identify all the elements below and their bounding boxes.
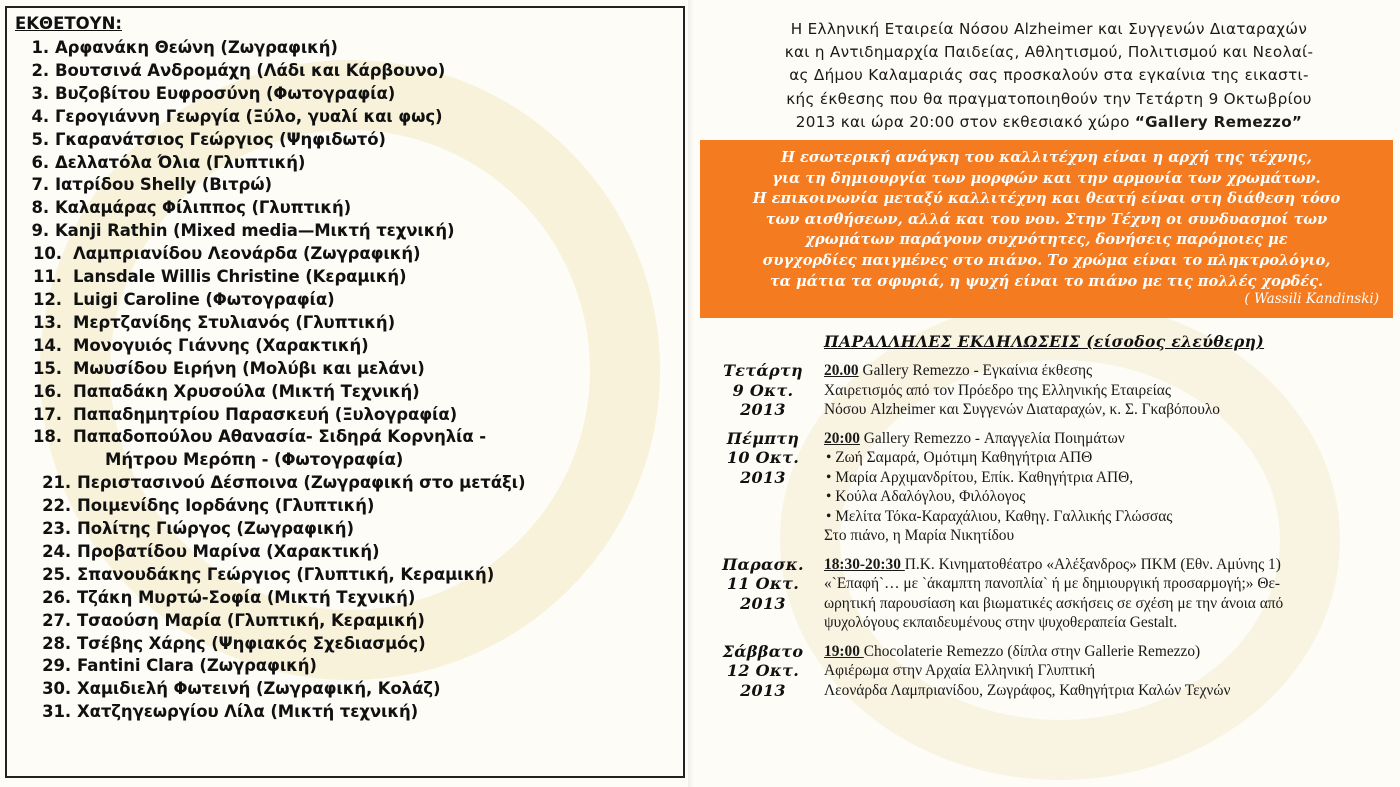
exhibitor-item (15, 106, 671, 129)
event-details (824, 555, 1394, 633)
exhibitor-item (15, 220, 671, 243)
exhibitor-number: 4. (31, 106, 49, 126)
exhibitor-number: 6. (31, 152, 49, 172)
event-date (714, 555, 812, 614)
exhibitor-item (15, 701, 671, 724)
intro-line: κής έκθεσης που θα πραγματοποιηθούν την Τετάρτη 9 Οκτωβρίου (786, 89, 1312, 108)
exhibitor-name: Σπανουδάκης Γεώργιος (Γλυπτική, Κεραμική) (77, 564, 495, 584)
exhibitor-item (15, 495, 671, 518)
exhibitor-item (15, 152, 671, 175)
exhibitor-number: 31. (42, 702, 71, 722)
exhibitor-item (15, 266, 671, 289)
event-date-day: Πέμπτη (726, 428, 800, 448)
exhibitor-number: 26. (42, 587, 71, 607)
intro-line: ας Δήμου Καλαμαριάς σας προσκαλούν στα εγκαίνια της εικαστι- (789, 66, 1309, 85)
event-date-date: 9 Οκτ. (732, 380, 794, 400)
exhibitor-item (15, 335, 671, 358)
event-date (714, 642, 812, 701)
event-description-line: Νόσου Alzheimer και Συγγενών Διαταραχών, κ. Σ. Γκαβόπουλο (824, 401, 1220, 419)
quote-line: Η επικοινωνία μεταξύ καλλιτέχνη και θεατή είναι στη διάθεση τόσο (752, 190, 1341, 208)
exhibitor-number: 23. (42, 519, 71, 539)
exhibitor-name: Λαμπριανίδου Λεονάρδα (Ζωγραφική) (73, 244, 421, 264)
event-headline (824, 429, 1394, 449)
exhibitor-number: 2. (31, 60, 49, 80)
exhibitor-name: Τσέβης Χάρης (Ψηφιακός Σχεδιασμός) (77, 633, 426, 653)
exhibitor-name: Αρφανάκη Θεώνη (Ζωγραφική) (55, 38, 338, 57)
exhibitor-number: 14. (33, 335, 62, 355)
parallel-events-title: ΠΑΡΑΛΛΗΛΕΣ ΕΚΔΗΛΩΣΕΙΣ (είσοδος ελεύθερη) (824, 332, 1265, 352)
exhibitor-name: Βουτσινά Ανδρομάχη (Λάδι και Κάρβουνο) (55, 60, 446, 80)
event-date (714, 429, 812, 488)
exhibitor-name: Δελλατόλα Όλια (Γλυπτική) (55, 152, 306, 172)
exhibitor-name: Προβατίδου Μαρίνα (Χαρακτική) (77, 541, 380, 561)
event-participant: • Κούλα Αδαλόγλου, Φιλόλογος (824, 487, 1394, 507)
intro-line: και η Αντιδημαρχία Παιδείας, Αθλητισμού, Πολιτισμού και Νεολαί- (784, 43, 1314, 62)
event-details (824, 361, 1394, 420)
event-description-line: Χαιρετισμός από τον Πρόεδρο της Ελληνικής Εταιρείας (824, 381, 1171, 399)
quote-line: χρωμάτων παράγουν συχνότητες, δονήσεις παρόμοιες με (805, 231, 1288, 249)
exhibitor-name: Ποιμενίδης Ιορδάνης (Γλυπτική) (77, 496, 375, 516)
exhibitor-item (15, 678, 671, 701)
event-date-day: Τετάρτη (723, 361, 803, 381)
event-headline (824, 642, 1394, 662)
exhibitor-item (15, 129, 671, 152)
quote-line: των αισθήσεων, αλλά και του νου. Στην Τέχνη οι συνδυασμοί των (765, 210, 1328, 228)
event-venue: Chocolaterie Remezzo (δίπλα στην Gallerie Remezzo) (863, 642, 1201, 660)
exhibitor-name: Kanji Rathin (Mixed media—Μικτή τεχνική) (55, 221, 455, 241)
exhibitor-number: 16. (33, 381, 62, 401)
exhibitor-name: Τζάκη Μυρτώ-Σοφία (Μικτή Τεχνική) (77, 587, 416, 607)
quote-author: ( Wassili Kandinski) (1244, 291, 1379, 308)
event-block (704, 555, 1394, 633)
exhibitor-name: Μωυσίδου Ειρήνη (Μολύβι και μελάνι) (73, 358, 425, 378)
exhibitor-item (15, 404, 671, 427)
exhibitor-item (15, 60, 671, 83)
exhibitor-number: 8. (31, 198, 49, 218)
exhibitor-name: Γκαρανάτσιος Γεώργιος (Ψηφιδωτό) (55, 129, 386, 149)
exhibitor-name: Ιατρίδου Shelly (Βιτρώ) (55, 175, 272, 195)
exhibitor-name: Καλαμάρας Φίλιππος (Γλυπτική) (55, 198, 352, 218)
exhibitor-item (15, 381, 671, 404)
event-date-day: Σάββατο (722, 641, 804, 661)
event-date-year: 2013 (740, 467, 786, 487)
exhibitor-number: 1. (31, 38, 49, 57)
intro-line (704, 111, 1394, 134)
exhibitor-item (15, 174, 671, 197)
exhibitor-name: Γερογιάννη Γεωργία (Ξύλο, γυαλί και φως) (55, 106, 443, 126)
event-date-day: Παρασκ. (722, 554, 804, 574)
exhibitor-number: 3. (31, 83, 49, 103)
exhibitor-name: Πολίτης Γιώργος (Ζωγραφική) (77, 519, 354, 539)
event-time: 20:00 (824, 429, 860, 447)
event-details (824, 642, 1394, 701)
event-participant: • Ζωή Σαμαρά, Ομότιμη Καθηγήτρια ΑΠΘ (824, 448, 1394, 468)
event-details (824, 429, 1394, 546)
exhibitor-item (15, 243, 671, 266)
event-block (704, 642, 1394, 701)
event-venue: Gallery Remezzo - Απαγγελία Ποιημάτων (859, 429, 1125, 447)
event-description-line: «`Επαφή`… με `άκαμπτη πανοπλία` ή με δημιουργική προσαρμογή;» Θε- (824, 575, 1281, 593)
event-date (714, 361, 812, 420)
exhibitor-number: 30. (42, 679, 71, 699)
exhibitor-item (15, 37, 671, 60)
kandinsky-quote-box (700, 140, 1393, 318)
exhibitor-item (15, 83, 671, 106)
exhibitor-item (15, 564, 671, 587)
event-date-year: 2013 (740, 400, 786, 420)
event-participant: • Μαρία Αρχιμανδρίτου, Επίκ. Καθηγήτρια ΑΠΘ, (824, 468, 1394, 488)
event-venue: Gallery Remezzo - Εγκαίνια έκθεσης (858, 362, 1093, 380)
invitation-panel (704, 18, 1394, 700)
exhibitor-number: 7. (31, 175, 49, 195)
quote-line: για τη δημιουργία των μορφών και την αρμονία των χρωμάτων. (772, 169, 1321, 187)
exhibitor-number: 28. (42, 633, 71, 653)
exhibitor-item (15, 289, 671, 312)
event-time: 20.00 (824, 362, 859, 380)
exhibitor-item (15, 358, 671, 381)
quote-line: συγχορδίες παιγμένες στο πιάνο. Το χρώμα είναι το πληκτρολόγιο, (762, 251, 1331, 269)
event-date-date: 10 Οκτ. (726, 448, 800, 468)
exhibitor-item (15, 655, 671, 678)
exhibitor-name: Luigi Caroline (Φωτογραφία) (73, 289, 335, 309)
exhibitor-name: Βυζοβίτου Ευφροσύνη (Φωτογραφία) (55, 83, 396, 103)
exhibitor-number: 22. (42, 496, 71, 516)
event-description-line: Αφιέρωμα στην Αρχαία Ελληνική Γλυπτική (824, 662, 1096, 680)
exhibitors-list (15, 37, 671, 724)
exhibitor-name: Περιστασινού Δέσποινα (Ζωγραφική στο μετάξι) (77, 473, 526, 493)
intro-line: Η Ελληνική Εταιρεία Νόσου Alzheimer και Συγγενών Διαταραχών (790, 20, 1308, 38)
exhibitor-item (15, 610, 671, 633)
exhibitor-item (15, 472, 671, 495)
quote-line: Η εσωτερική ανάγκη του καλλιτέχνη είναι η αρχή της τέχνης, (781, 149, 1312, 167)
event-time: 19:00 (824, 642, 864, 660)
exhibitor-name: Fantini Clara (Ζωγραφική) (77, 656, 317, 676)
exhibitor-item (15, 518, 671, 541)
event-description-line: Στο πιάνο, η Μαρία Νικητίδου (824, 527, 1015, 545)
events-list (704, 361, 1394, 700)
exhibitor-number: 13. (33, 312, 62, 332)
event-participant: • Μελίτα Τόκα-Καραχάλιου, Καθηγ. Γαλλικής Γλώσσας (824, 507, 1394, 527)
quote-line: τα μάτια τα σφυριά, η ψυχή είναι το πιάνο με τις πολλές χορδές. (769, 272, 1324, 290)
exhibitor-item (15, 312, 671, 335)
exhibitor-name: Τσαούση Μαρία (Γλυπτική, Κεραμική) (77, 610, 425, 630)
page-fold (688, 0, 694, 787)
exhibitor-number: 11. (33, 267, 62, 287)
exhibitor-number: 18. (33, 427, 62, 447)
event-date-date: 11 Οκτ. (726, 574, 800, 594)
event-description-line: ψυχολόγους εκπαιδευμένους στην ψυχοθεραπεία Gestalt. (824, 614, 1178, 632)
event-block (704, 429, 1394, 546)
invitation-text (704, 18, 1394, 134)
exhibitors-panel (5, 6, 685, 778)
event-description-line: ωρητική παρουσίαση και βιωματικές ασκήσεις σε σχέση με την άνοια από (824, 594, 1284, 612)
exhibitors-heading: ΕΚΘΕΤΟΥΝ: (15, 14, 122, 33)
exhibitor-number: 21. (42, 473, 71, 493)
exhibitor-item (15, 541, 671, 564)
exhibitor-number: 5. (31, 129, 49, 149)
exhibitor-name: Μονογυιός Γιάννης (Χαρακτική) (73, 335, 369, 355)
exhibitor-number: 10. (33, 244, 62, 264)
exhibitor-name: Χαμιδιελή Φωτεινή (Ζωγραφική, Κολάζ) (77, 679, 441, 699)
event-date-date: 12 Οκτ. (726, 661, 800, 681)
event-headline (824, 555, 1394, 575)
exhibitor-number: 25. (42, 564, 71, 584)
exhibitor-number: 24. (42, 541, 71, 561)
exhibitor-item (15, 587, 671, 610)
exhibitor-number: 9. (31, 221, 49, 241)
exhibitor-name: Lansdale Willis Christine (Κεραμική) (73, 267, 407, 287)
venue-name: “Gallery Remezzo” (1134, 112, 1303, 131)
exhibitor-name: Παπαδημητρίου Παρασκευή (Ξυλογραφία) (73, 404, 458, 424)
intro-line-prefix: 2013 και ώρα 20:00 στον εκθεσιακό χώρο (795, 112, 1135, 131)
event-time: 18:30-20:30 (824, 555, 905, 573)
exhibitor-item (15, 426, 671, 472)
event-description-line: Λεονάρδα Λαμπριανίδου, Ζωγράφος, Καθηγήτρια Καλών Τεχνών (824, 681, 1231, 699)
exhibitor-number: 17. (33, 404, 62, 424)
exhibitor-name: Παπαδάκη Χρυσούλα (Μικτή Τεχνική) (73, 381, 420, 401)
exhibitor-number: 12. (33, 289, 62, 309)
exhibitor-name: Χατζηγεωργίου Λίλα (Μικτή τεχνική) (77, 702, 419, 722)
exhibitor-name: Μερτζανίδης Στυλιανός (Γλυπτική) (73, 312, 396, 332)
event-block (704, 361, 1394, 420)
event-headline (824, 361, 1394, 381)
exhibitor-name: Παπαδοπούλου Αθανασία- Σιδηρά Κορνηλία - (73, 427, 487, 447)
event-venue: Π.Κ. Κινηματοθέατρο «Αλέξανδρος» ΠΚΜ (Εθν. Αμύνης 1) (904, 555, 1281, 573)
exhibitor-item (15, 633, 671, 656)
exhibitor-item (15, 197, 671, 220)
exhibitor-number: 27. (42, 610, 71, 630)
exhibitor-number: 29. (42, 656, 71, 676)
event-date-year: 2013 (740, 680, 786, 700)
exhibitor-name-continued: Μήτρου Μερόπη - (Φωτογραφία) (105, 450, 404, 470)
event-date-year: 2013 (740, 593, 786, 613)
exhibitor-number: 15. (33, 358, 62, 378)
